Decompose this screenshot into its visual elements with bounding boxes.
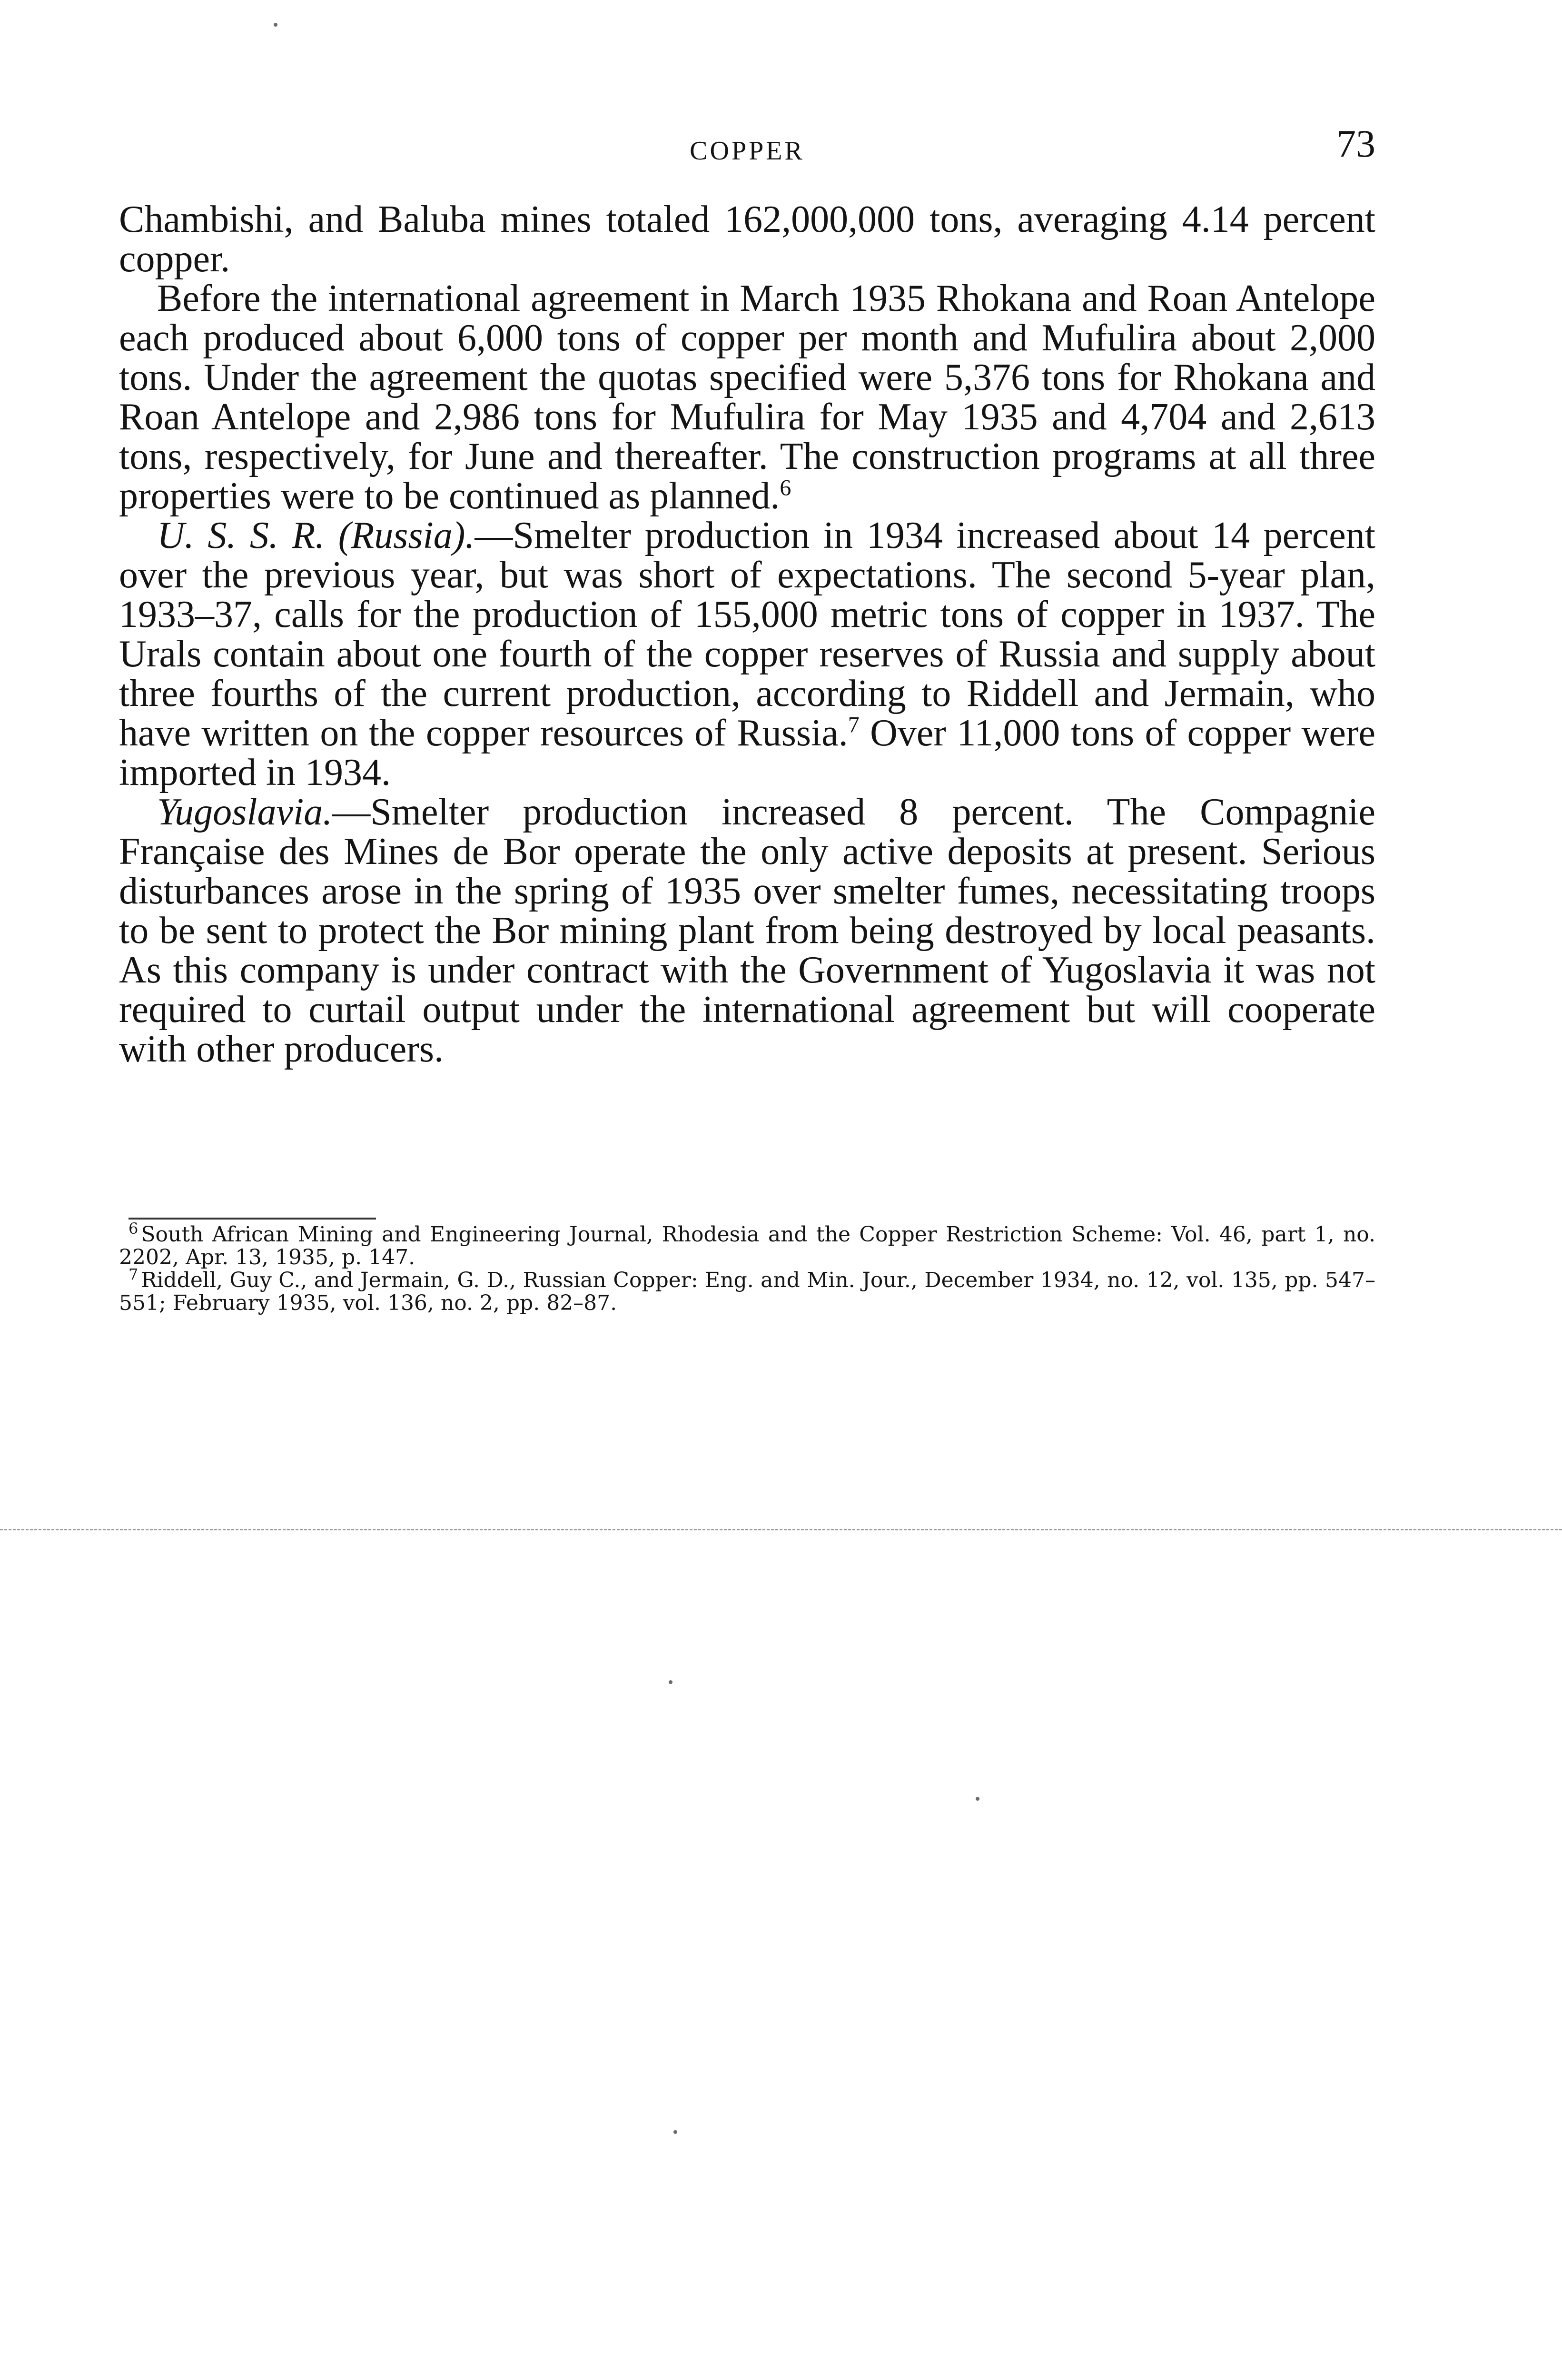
paragraph-yugoslavia [119, 793, 1375, 1069]
paragraph-continuation [119, 200, 1375, 279]
paragraph-text: —Smelter production increased 8 percent. The Compagnie Française des Mines de Bor operate the only active deposits at present. Serious disturbances arose in the spring of 1935 over smelter fumes, necessitating troops to be sent to protect the Bor mining plant from being destroyed by local peasants. As this company is under contract with the Government of Yugoslavia it was not required to curtail output under the international agreement but will cooperate with other producers. [119, 791, 1375, 1070]
footnotes [119, 1220, 1375, 1315]
footnote [119, 1220, 1375, 1269]
running-head: COPPER [690, 136, 805, 166]
footnote-mark: 7 [129, 1265, 138, 1284]
scan-fold-line [0, 1529, 1562, 1530]
paragraph-text: —Smelter production in 1934 increased about 14 percent over the previous year, but was short of expectations. The second 5-year plan, 1933–37, calls for the production of 155,000 metric tons of copper in 1937. The Urals contain about one fourth of the copper reserves of Russia and supply about three fourths of the current production, according to Riddell and Jermain, who have written on the copper resources of Russia. [119, 515, 1376, 754]
footnote-mark: 6 [129, 1220, 138, 1238]
footnote-text: Riddell, Guy C., and Jermain, G. D., Russian Copper: Eng. and Min. Jour., December 1934, no. 12, vol. 135, pp. 547–551; February 1935, vol. 136, no. 2, pp. 82–87. [119, 1268, 1375, 1315]
paragraph-russia [119, 516, 1375, 793]
scan-speck [976, 1797, 979, 1801]
paragraph-rhodesia-quotas [119, 279, 1375, 516]
footnote-reference: 6 [780, 475, 791, 501]
footnote [119, 1265, 1375, 1315]
paragraph-text: Chambishi, and Baluba mines totaled 162,000,000 tons, averaging 4.14 percent copper. [119, 198, 1375, 280]
footnote-text: South African Mining and Engineering Journal, Rhodesia and the Copper Restriction Scheme: Vol. 46, part 1, no. 2202, Apr. 13, 1935, p. 147. [119, 1222, 1375, 1269]
section-heading-russia: U. S. S. R. (Russia). [157, 515, 475, 556]
paragraph-text: Before the international agreement in March 1935 Rhokana and Roan Antelope each produced about 6,000 tons of copper per month and Mufulira about 2,000 tons. Under the agreement the quotas specified were 5,376 tons for Rhokana and Roan Antelope and 2,986 tons for Mufulira for May 1935 and 4,704 and 2,613 tons, respectively, for June and thereafter. The construction programs at all three properties were to be continued as planned. [119, 278, 1375, 517]
scan-speck [274, 23, 277, 27]
page-header [119, 121, 1375, 169]
footnote-reference: 7 [848, 712, 860, 738]
scan-speck [673, 2130, 677, 2134]
footnote-divider [129, 1218, 376, 1220]
section-heading-yugoslavia: Yugoslavia. [157, 791, 333, 833]
paragraph-text: Over 11,000 tons of copper were imported in 1934. [119, 712, 1375, 793]
page-number: 73 [1336, 122, 1375, 165]
scan-speck [669, 1680, 672, 1684]
body-text [119, 200, 1375, 1069]
